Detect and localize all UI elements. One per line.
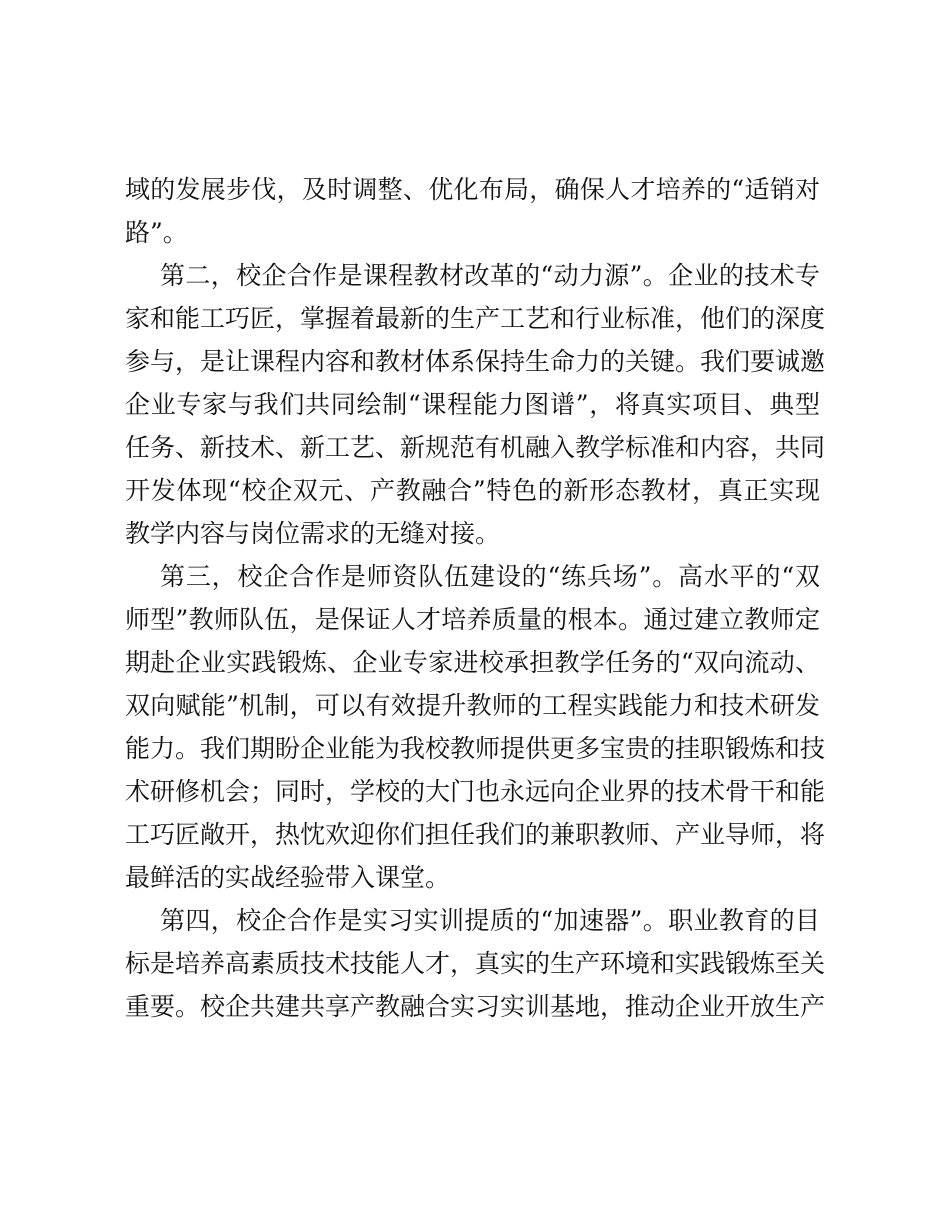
line-text: 路”。 — [125, 218, 188, 247]
line-text: 最鲜活的实战经验带入课堂。 — [125, 863, 451, 892]
line-text: 术研修机会；同时，学校的大门也永远向企业界的技术骨干和能 — [125, 777, 826, 806]
line-text: 开发体现“校企双元、产教融合”特色的新形态教材，真正实现 — [125, 476, 820, 505]
line-text: 教学内容与岗位需求的无缝对接。 — [125, 519, 501, 548]
line-text: 第四，校企合作是实习实训提质的“加速器”。职业教育的目 — [160, 906, 820, 935]
line-text: 工巧匠敞开，热忱欢迎你们担任我们的兼职教师、产业导师，将 — [125, 820, 826, 849]
line-text: 企业专家与我们共同绘制“课程能力图谱”，将真实项目、典型 — [125, 390, 820, 419]
line-text: 任务、新技术、新工艺、新规范有机融入教学标准和内容，共同 — [125, 433, 826, 462]
line-text: 标是培养高素质技术技能人才，真实的生产环境和实践锻炼至关 — [125, 949, 826, 978]
line-text: 期赴企业实践锻炼、企业专家进校承担教学任务的“双向流动、 — [125, 648, 820, 677]
line-text: 能力。我们期盼企业能为我校教师提供更多宝贵的挂职锻炼和技 — [125, 734, 826, 763]
line-text: 家和能工巧匠，掌握着最新的生产工艺和行业标准，他们的深度 — [125, 304, 826, 333]
line-text: 双向赋能”机制，可以有效提升教师的工程实践能力和技术研发 — [125, 691, 820, 720]
line-text: 域的发展步伐，及时调整、优化布局，确保人才培养的“适销对 — [125, 175, 820, 204]
line-text: 重要。校企共建共享产教融合实习实训基地，推动企业开放生产 — [125, 992, 826, 1021]
line-text: 第三，校企合作是师资队伍建设的“练兵场”。高水平的“双 — [160, 562, 820, 591]
line-text: 第二，校企合作是课程教材改革的“动力源”。企业的技术专 — [160, 261, 820, 290]
line-text: 师型”教师队伍，是保证人才培养质量的根本。通过建立教师定 — [125, 605, 820, 634]
line-text: 参与，是让课程内容和教材体系保持生命力的关键。我们要诚邀 — [125, 347, 826, 376]
